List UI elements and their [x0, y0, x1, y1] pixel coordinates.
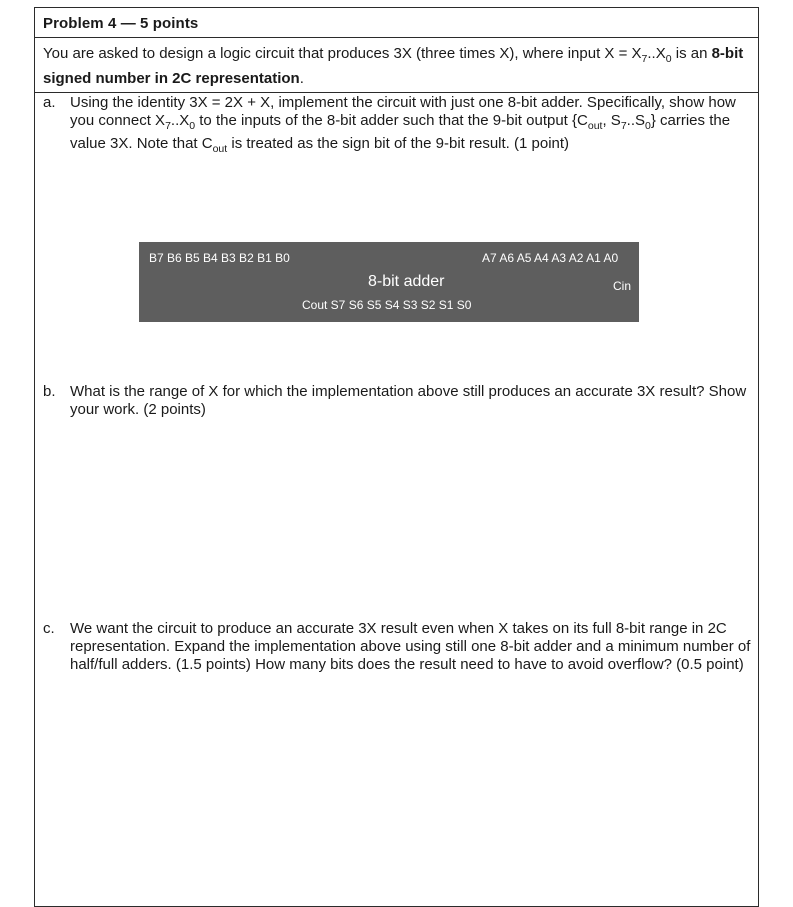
adder-b-inputs: B7 B6 B5 B4 B3 B2 B1 B0 — [149, 251, 290, 265]
qa-t7: is treated as the sign bit of the 9-bit result. (1 point) — [227, 135, 570, 152]
qa-t6: } carries the value 3X. Note that C — [70, 112, 731, 152]
qa-t2: ..X — [170, 112, 190, 129]
qa-t5: ..S — [626, 112, 645, 129]
intro-text-2: is an — [671, 45, 712, 62]
problem-title: Problem 4 — 5 points — [43, 15, 199, 32]
question-b-letter: b. — [43, 383, 56, 400]
title-row — [35, 8, 758, 38]
question-b-text: What is the range of X for which the implementation above still produces an accurate 3X result? Show your work. (2 points) — [70, 383, 747, 418]
intro-sub-7: 7 — [641, 53, 648, 65]
question-a-letter: a. — [43, 94, 56, 111]
intro-text-1: You are asked to design a logic circuit that produces 3X (three times X), where input X = X — [43, 45, 642, 62]
question-c-letter: c. — [43, 620, 55, 637]
adder-outputs: Cout S7 S6 S5 S4 S3 S2 S1 S0 — [302, 298, 472, 312]
intro-dots: ..X — [647, 45, 666, 62]
adder-cin: Cin — [613, 279, 632, 293]
problem-frame — [34, 7, 759, 907]
intro-row — [35, 38, 758, 93]
qa-t1: Using the identity 3X = 2X + X, implement the circuit with just one 8-bit adder. Specifically, show how you connect X — [70, 94, 736, 129]
adder-block — [139, 242, 639, 322]
intro-bold: 8-bit signed number in 2C representation — [43, 45, 744, 87]
question-b — [43, 383, 755, 419]
qa-s6: out — [212, 143, 228, 155]
qa-t4: , S — [602, 112, 621, 129]
intro-sub-0: 0 — [665, 53, 672, 65]
qa-s5: 0 — [645, 120, 651, 132]
intro-end: . — [299, 70, 304, 87]
qa-s4: 7 — [620, 120, 627, 132]
qa-t3: to the inputs of the 8-bit adder such that the 9-bit output {C — [195, 112, 588, 129]
adder-name: 8-bit adder — [368, 273, 445, 290]
question-c — [43, 620, 755, 674]
question-a-text — [70, 94, 755, 158]
qa-s3: out — [587, 120, 603, 132]
adder-a-inputs: A7 A6 A5 A4 A3 A2 A1 A0 — [482, 251, 619, 265]
question-c-text: We want the circuit to produce an accurate 3X result even when X takes on its full 8-bit range in 2C representation. Expand the implementation above using still one 8-bit adder and a minimum number of half/full adders. (1.5 points) How many bits does the result need to have to avoid overflow? (0.5 point) — [70, 620, 751, 673]
qa-s2: 0 — [189, 120, 196, 132]
question-a — [43, 94, 755, 158]
problem-intro — [43, 44, 748, 88]
qa-s1: 7 — [165, 120, 171, 132]
